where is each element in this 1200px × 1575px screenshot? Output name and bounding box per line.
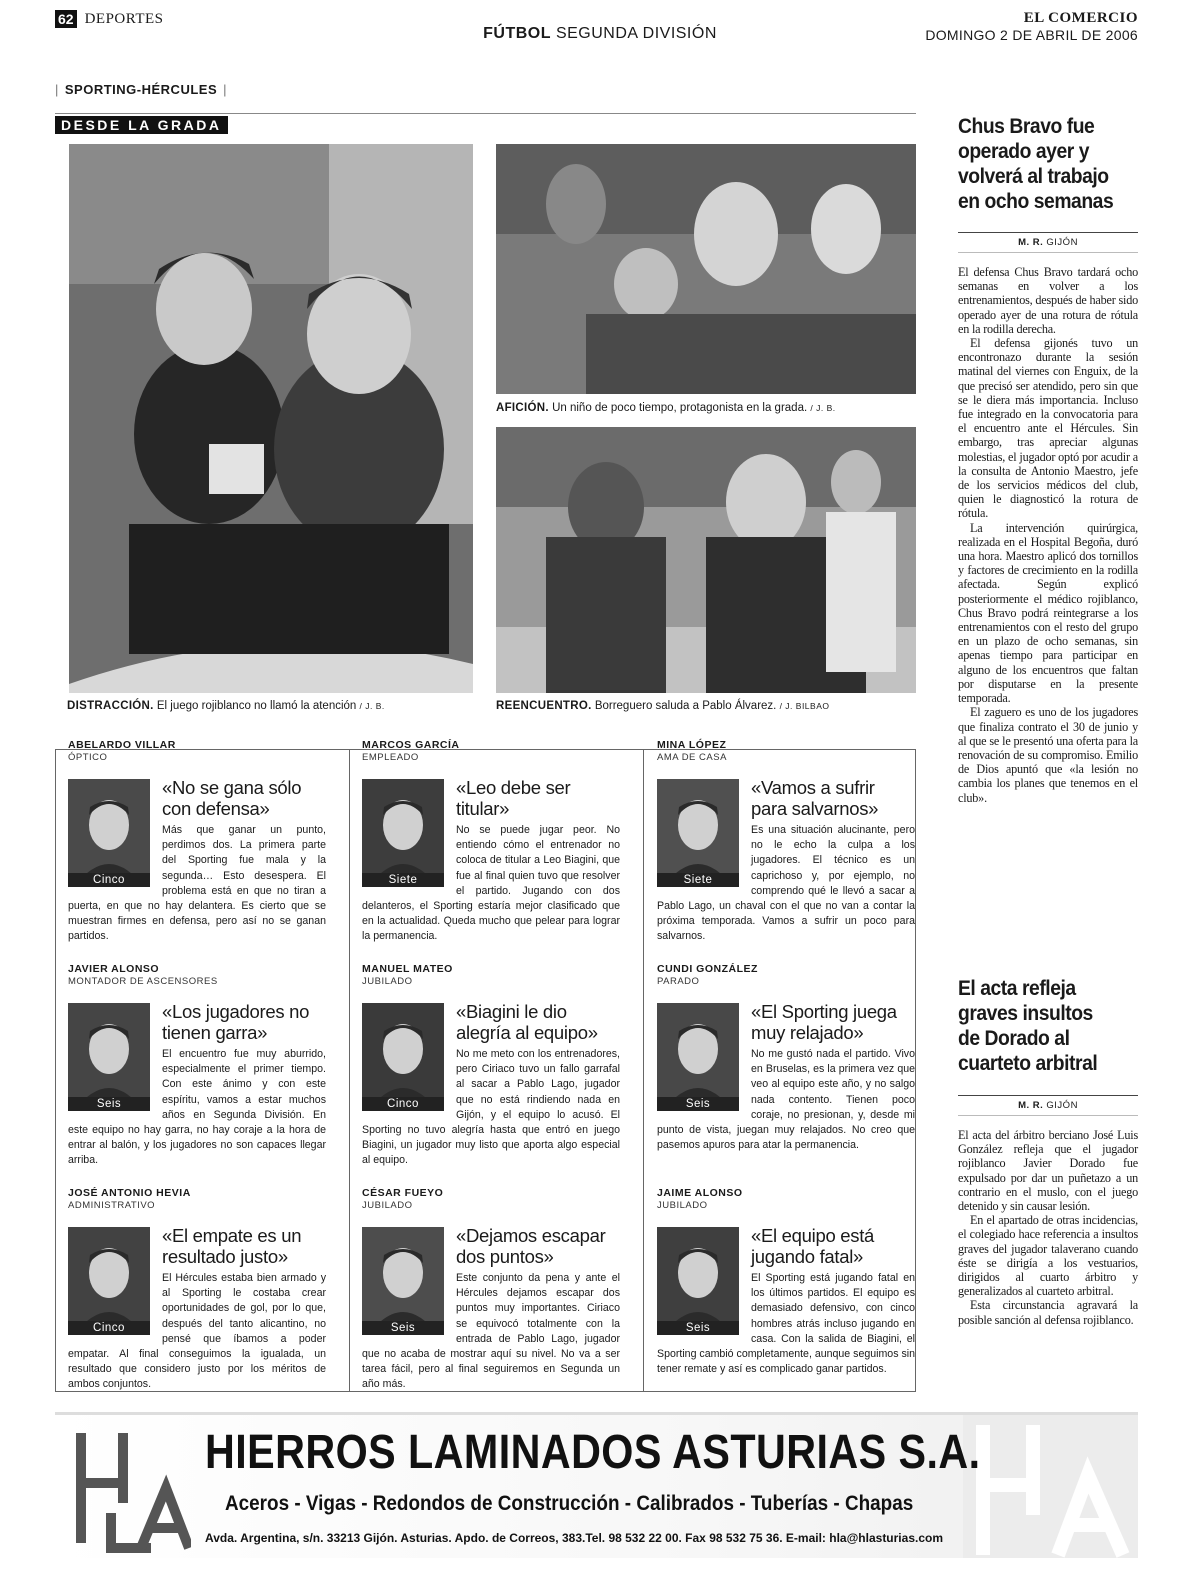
caption-aficion: [496, 401, 836, 415]
advertisement: [55, 1412, 1138, 1558]
caption-credit: / J. B.: [810, 403, 836, 413]
opinion-body: [657, 1271, 915, 1377]
paragraph: El acta del árbitro berciano José Luis González refleja que el jugador rojiblanco Javier Dorado fue expulsado por dar un puñetazo a un contrario en el muslo, con el juego detenido y sin causar lesión.: [958, 1128, 1138, 1214]
opinion-body: [68, 1047, 326, 1169]
opinion-item: [68, 739, 326, 961]
opinion-name: CÉSAR FUEYO: [362, 1187, 444, 1199]
topic-bold: FÚTBOL: [483, 25, 551, 42]
headline-line: volverá al trabajo: [958, 165, 1109, 188]
paragraph: En el apartado de otras incidencias, el colegiado hace referencia a insultos graves del jugador talaverano cuando éste se dirigía a los vestuarios, dirigidos al cuarto árbitro y generalizados al cuarteto arbitral.: [958, 1213, 1138, 1299]
headline-line: Chus Bravo fue: [958, 115, 1095, 138]
opinion-role: ADMINISTRATIVO: [68, 1200, 156, 1211]
headline-line: operado ayer y: [958, 140, 1090, 163]
text-wrap-spacer: [68, 1271, 162, 1335]
opinion-grade: Cinco: [68, 873, 150, 887]
opinion-quote: «El Sporting juega muy relajado»: [751, 1001, 897, 1043]
match-kicker: | SPORTING-HÉRCULES |: [55, 82, 227, 97]
byline-name: M. R.: [1018, 237, 1044, 248]
text-wrap-spacer: [657, 823, 751, 887]
opinion-text: No se puede jugar peor. No entiendo cómo el entrenador no coloca de titular a Leo Biagini, que fue al final quien tuvo que resolver el partido. Jugando con dos delanteros, el Sporting estaría mejor clasificado que en la actualidad. Queda mucho que pelear para lograr la permanencia.: [362, 824, 620, 943]
text-wrap-spacer: [68, 823, 162, 887]
headline-line: cuarteto arbitral: [958, 1052, 1098, 1075]
divider: [55, 113, 916, 114]
opinion-grade: Siete: [657, 873, 739, 887]
caption-text: El juego rojiblanco no llamó la atención: [156, 700, 357, 712]
ad-products: Aceros - Vigas - Redondos de Construcción - Calibrados - Tuberías - Chapas: [225, 1492, 914, 1515]
opinion-text: Este conjunto da pena y ante el Hércules dejamos escapar dos puntos muy importantes. Ciriaco se equivocó totalmente con la entrada de Pablo Lago, jugador que no acaba de mostrar aquí su nivel. No va a ser tarea fácil, pero al final seguiremos en Segunda un año más.: [362, 1272, 620, 1391]
text-wrap-spacer: [362, 1047, 456, 1111]
opinion-quote: «Dejamos escapar dos puntos»: [456, 1225, 606, 1267]
opinion-role: MONTADOR DE ASCENSORES: [68, 976, 218, 987]
opinion-item: [68, 1187, 326, 1409]
photo-distraction: [69, 144, 473, 693]
caption-label: REENCUENTRO.: [496, 700, 592, 712]
side-story-2-byline: [958, 1095, 1138, 1116]
opinion-grade: Seis: [68, 1097, 150, 1111]
opinion-quote: «Leo debe ser titular»: [456, 777, 571, 819]
opinion-body: [68, 823, 326, 945]
paragraph: Esta circunstancia agravará la posible sanción al defensa rojiblanco.: [958, 1298, 1138, 1327]
opinion-text: Es una situación alucinante, pero no le echo la culpa a los jugadores. El técnico es un caprichoso y, por ejemplo, no comprendo qué le llevó a sacar a Pablo Lago, un chaval con el que no van a contar la próxima temporada. Vamos a sufrir un poco para salvarnos.: [657, 824, 915, 943]
headline-line: El acta refleja: [958, 977, 1076, 1000]
opinion-name: JAVIER ALONSO: [68, 963, 160, 975]
opinion-quote: «Los jugadores no tienen garra»: [162, 1001, 310, 1043]
opinion-grade: Seis: [657, 1097, 739, 1111]
opinion-name: CUNDI GONZÁLEZ: [657, 963, 758, 975]
caption-text: Un niño de poco tiempo, protagonista en la grada.: [552, 402, 808, 414]
caption-reencuentro: [496, 699, 829, 713]
opinion-item: [657, 1187, 915, 1409]
opinion-role: JUBILADO: [362, 976, 413, 987]
opinion-item: [362, 1187, 620, 1409]
opinion-body: [657, 1047, 915, 1153]
opinion-text: El Sporting está jugando fatal en los últimos partidos. El equipo es demasiado defensivo, con cinco hombres atrás incluso jugando en casa. Con la salida de Biagini, el Sporting cambió completamente, aunque seguimos sin tener remate y así es complicado ganar partidos.: [657, 1272, 915, 1376]
opinion-text: No me gustó nada el partido. Vivo en Bruselas, es la primera vez que veo al equipo este año, y no salgo nada contento. Tienen poco coraje, no presionan, y, desde mi punto de vista, juegan muy relajados. No creo que pasemos apuros para atar la permanencia.: [657, 1048, 915, 1152]
opinion-role: JUBILADO: [362, 1200, 413, 1211]
hla-logo: [71, 1423, 191, 1553]
opinion-text: No me meto con los entrenadores, pero Ciriaco tuvo un fallo garrafal al sacar a Pablo Lago, jugador que no está rindiendo nada en Gijón, y el equipo lo acusó. El Sporting no tuvo alegría hasta que entró en juego Biagini, un jugador muy listo que aporta algo especial al equipo.: [362, 1048, 620, 1167]
opinion-name: MINA LÓPEZ: [657, 739, 727, 751]
opinion-role: AMA DE CASA: [657, 752, 727, 763]
caption-distraction: [67, 699, 385, 713]
opinion-item: [362, 963, 620, 1185]
paragraph: El defensa gijonés tuvo un encontronazo durante la sesión matinal del viernes con Enguix, de la que precisó ser atendido, pero sin que se le diera más importancia. Incluso fue integrado en la convocatoria para el encuentro ante el Hércules. Sin embargo, tras apreciar algunas molestias, el jugador optó por acudir a la consulta de Antonio Maestro, jefe de los servicios médicos del club, quien le diagnosticó la rotura de rótula.: [958, 336, 1138, 521]
byline-place: GIJÓN: [1046, 1100, 1078, 1111]
side-story-1-byline: [958, 232, 1138, 253]
opinion-item: [362, 739, 620, 961]
opinion-grade: Cinco: [68, 1321, 150, 1335]
side-story-2-body: [958, 1128, 1138, 1327]
opinion-item: [657, 739, 915, 961]
caption-credit: / J. B.: [359, 701, 385, 711]
opinion-name: MANUEL MATEO: [362, 963, 453, 975]
page-header-right: [925, 10, 1138, 43]
text-wrap-spacer: [657, 1271, 751, 1335]
ad-company-name: HIERROS LAMINADOS ASTURIAS S.A.: [205, 1426, 981, 1479]
side-story-1-body: [958, 265, 1138, 805]
opinion-name: JAIME ALONSO: [657, 1187, 743, 1199]
text-wrap-spacer: [68, 1047, 162, 1111]
opinion-name: JOSÉ ANTONIO HEVIA: [68, 1187, 191, 1199]
photo-reencuentro: [496, 427, 916, 693]
opinion-quote: «El empate es un resultado justo»: [162, 1225, 302, 1267]
photo-aficion: [496, 144, 916, 394]
opinion-body: [657, 823, 915, 945]
opinion-role: ÓPTICO: [68, 752, 108, 763]
ad-address: Avda. Argentina, s/n. 33213 Gijón. Asturias. Apdo. de Correos, 383.Tel. 98 532 22 00. Fax 98 532 75 36. E-mail: hla@hlasturias.com: [205, 1531, 943, 1545]
opinion-grade: Seis: [362, 1321, 444, 1335]
headline-line: graves insultos: [958, 1002, 1093, 1025]
opinion-quote: «Biagini le dio alegría al equipo»: [456, 1001, 598, 1043]
side-story-2-headline: [958, 976, 1124, 1076]
feature-label: DESDE LA GRADA: [55, 116, 228, 134]
opinion-text: El encuentro fue muy aburrido, especialmente el primer tiempo. Con este ánimo y con este espíritu, vamos a estar muchos años en Segunda División. En este equipo no hay garra, no hay coraje a la hora de entrar al balón, y los jugadores no son capaces llegar arriba.: [68, 1048, 326, 1167]
opinion-quote: «El equipo está jugando fatal»: [751, 1225, 875, 1267]
grid-divider: [643, 750, 644, 1391]
text-wrap-spacer: [362, 1271, 456, 1335]
opinion-item: [657, 963, 915, 1185]
section-name: DEPORTES: [84, 10, 164, 27]
grid-divider: [349, 750, 350, 1391]
opinion-role: JUBILADO: [657, 1200, 708, 1211]
caption-credit: / J. BILBAO: [779, 701, 830, 711]
opinion-text: Más que ganar un punto, perdimos dos. La primera parte del Sporting fue mala y la segunda… Esto desespera. El problema está en que no tiran a puerta, en que no hay delantera. Es cierto que se muestran firmes en defensa, pero así no se ganan partidos.: [68, 824, 326, 943]
paragraph: El defensa Chus Bravo tardará ocho semanas en volver a los entrenamientos, después de haber sido operado ayer de una rotura de rótula en la rodilla derecha.: [958, 265, 1138, 336]
opinion-quote: «Vamos a sufrir para salvarnos»: [751, 777, 879, 819]
side-story-1-headline: [958, 114, 1124, 214]
opinion-grade: Seis: [657, 1321, 739, 1335]
headline-line: de Dorado al: [958, 1027, 1070, 1050]
headline-line: en ocho semanas: [958, 190, 1114, 213]
hla-watermark-logo: [963, 1415, 1138, 1558]
caption-label: DISTRACCIÓN.: [67, 700, 154, 712]
opinion-grade: Cinco: [362, 1097, 444, 1111]
opinion-body: [362, 823, 620, 945]
opinion-body: [362, 1047, 620, 1169]
text-wrap-spacer: [657, 1047, 751, 1111]
paragraph: El zaguero es uno de los jugadores que finaliza contrato el 30 de junio y al que se le presentó una oferta para la renovación de su compromiso. Emilio de Dios apuntó que «la lesión no cambia los planes que tenemos en el club».: [958, 705, 1138, 805]
page-number: 62: [55, 10, 77, 28]
opinion-grade: Siete: [362, 873, 444, 887]
newspaper-name: EL COMERCIO: [1023, 10, 1138, 26]
caption-text: Borreguero saluda a Pablo Álvarez.: [594, 700, 777, 712]
opinion-name: MARCOS GARCÍA: [362, 739, 460, 751]
opinion-body: [362, 1271, 620, 1393]
paragraph: La intervención quirúrgica, realizada en el Hospital Begoña, duró una hora. Maestro aplicó dos tornillos y factores de crecimiento en la rodilla afectada. Según explicó posteriormente el médico rojiblanco, Chus Bravo podrá reintegrarse a los entrenamientos con el resto del grupo en un plazo de ocho semanas, sin apenas tiempo para participar en alguno de los encuentros que faltan por disputarse en la presente temporada.: [958, 520, 1138, 706]
byline-name: M. R.: [1018, 1100, 1044, 1111]
opinion-role: PARADO: [657, 976, 700, 987]
topic-text: SEGUNDA DIVISIÓN: [555, 25, 717, 42]
caption-label: AFICIÓN.: [496, 402, 549, 414]
issue-date: DOMINGO 2 DE ABRIL DE 2006: [925, 27, 1138, 43]
opinion-text: El Hércules estaba bien armado y al Sporting le costaba crear oportunidades de gol, por lo que, después del tanto alicantino, no pensé que íbamos a poder empatar. Al final conseguimos la igualada, un resultado que considero justo por los méritos de ambos conjuntos.: [68, 1272, 326, 1391]
opinion-name: ABELARDO VILLAR: [68, 739, 176, 751]
opinion-body: [68, 1271, 326, 1393]
opinion-role: EMPLEADO: [362, 752, 419, 763]
text-wrap-spacer: [362, 823, 456, 887]
opinion-item: [68, 963, 326, 1185]
opinion-quote: «No se gana sólo con defensa»: [162, 777, 302, 819]
byline-place: GIJÓN: [1046, 237, 1078, 248]
